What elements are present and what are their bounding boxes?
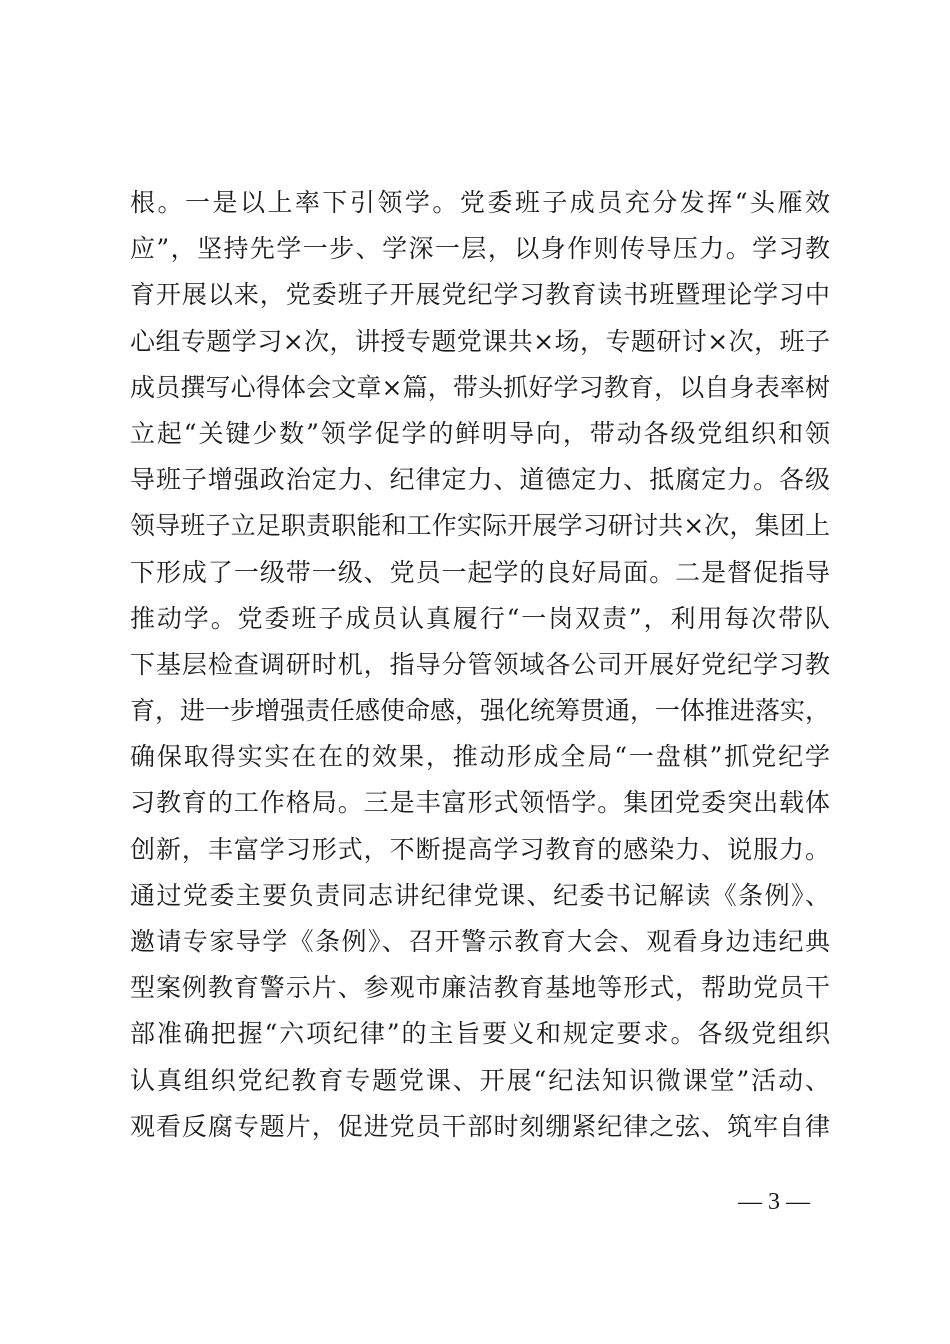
text-line: 确保取得实实在在的效果，推动形成全局“一盘棋”抓党纪学 (130, 742, 830, 772)
text-line: 部准确把握“六项纪律”的主旨要义和规定要求。各级党组织 (130, 1019, 830, 1049)
text-line: 观看反腐专题片，促进党员干部时刻绷紧纪律之弦、筑牢自律 (130, 1111, 830, 1141)
text-line: 型案例教育警示片、参观市廉洁教育基地等形式，帮助党员干 (130, 973, 830, 1003)
text-line: 创新，丰富学习形式，不断提高学习教育的感染力、说服力。 (130, 834, 830, 864)
text-line: 领导班子立足职责职能和工作实际开展学习研讨共×次，集团上 (130, 511, 830, 541)
text-line: 下形成了一级带一级、党员一起学的良好局面。二是督促指导 (130, 557, 830, 587)
text-line: 邀请专家导学《条例》、召开警示教育大会、观看身边违纪典 (130, 927, 830, 956)
text-line: 根。一是以上率下引领学。党委班子成员充分发挥“头雁效 (130, 188, 830, 217)
text-line: 育，进一步增强责任感使命感，强化统筹贯通，一体推进落实， (130, 696, 831, 726)
text-line: 心组专题学习×次，讲授专题党课共×场，专题研讨×次，班子 (130, 326, 830, 356)
page-number: — 3 — (738, 1189, 810, 1215)
text-line: 立起“关键少数”领学促学的鲜明导向，带动各级党组织和领 (130, 418, 830, 448)
text-line: 导班子增强政治定力、纪律定力、道德定力、抵腐定力。各级 (130, 465, 830, 495)
text-line: 育开展以来，党委班子开展党纪学习教育读书班暨理论学习中 (130, 280, 830, 310)
text-line: 下基层检查调研时机，指导分管领域各公司开展好党纪学习教 (130, 649, 830, 679)
body-text (130, 180, 830, 1150)
text-line: 认真组织党纪教育专题党课、开展“纪法知识微课堂”活动、 (130, 1065, 830, 1095)
text-line: 通过党委主要负责同志讲纪律党课、纪委书记解读《条例》、 (130, 880, 830, 910)
text-line: 推动学。党委班子成员认真履行“一岗双责”，利用每次带队 (130, 603, 830, 633)
text-line: 应”，坚持先学一步、学深一层，以身作则传导压力。学习教 (130, 234, 830, 264)
text-line: 习教育的工作格局。三是丰富形式领悟学。集团党委突出载体 (130, 788, 830, 818)
text-line: 成员撰写心得体会文章×篇，带头抓好学习教育，以自身表率树 (130, 372, 830, 402)
